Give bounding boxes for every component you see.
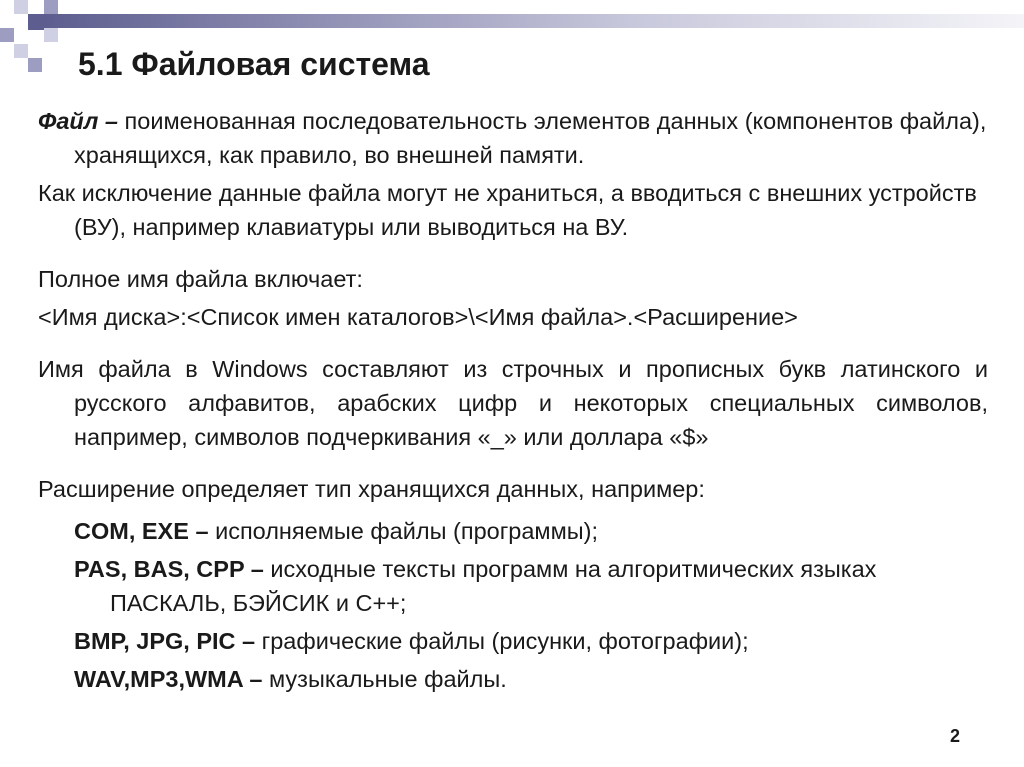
term-file: Файл: [38, 108, 99, 134]
extension-term: COM, EXE: [74, 518, 189, 544]
extension-intro: Расширение определяет тип хранящихся данных, например:: [38, 476, 705, 502]
extension-text: графические файлы (рисунки, фотографии);: [261, 628, 749, 654]
fullname-pattern: <Имя диска>:<Список имен каталогов>\<Имя файла>.<Расширение>: [38, 304, 798, 330]
slide-title: 5.1 Файловая система: [78, 46, 430, 82]
slide-body: [38, 104, 988, 696]
extension-dash: –: [242, 666, 270, 692]
extension-text: исходные тексты программ на алгоритмических языках ПАСКАЛЬ, БЭЙСИК и С++;: [110, 556, 877, 616]
page-number: 2: [950, 726, 961, 746]
decor-square: [0, 28, 14, 42]
extension-dash: –: [188, 518, 216, 544]
extension-term: BMP, JPG, PIC: [74, 628, 236, 654]
decor-square: [28, 14, 44, 30]
extension-term: PAS, BAS, CPP: [74, 556, 245, 582]
definition-dash: –: [98, 108, 125, 134]
windows-filename-paragraph: Имя файла в Windows составляют из строчных и прописных букв латинского и русского алфавитов, арабских цифр и некоторых специальных символов, например, символов подчеркивания «_» или доллара «$»: [38, 356, 988, 450]
extension-dash: –: [235, 628, 262, 654]
decor-square: [14, 0, 28, 14]
decor-square: [14, 44, 28, 58]
exception-paragraph: Как исключение данные файла могут не храниться, а вводиться с внешних устройств (ВУ), например клавиатуры или выводиться на ВУ.: [38, 180, 977, 240]
fullname-intro: Полное имя файла включает:: [38, 266, 363, 292]
extension-item: [38, 514, 988, 548]
decor-square: [44, 0, 58, 14]
extension-term: WAV,MP3,WMA: [74, 666, 243, 692]
extension-text: исполняемые файлы (программы);: [215, 518, 598, 544]
extension-text: музыкальные файлы.: [269, 666, 507, 692]
extension-dash: –: [244, 556, 271, 582]
decor-square: [28, 58, 42, 72]
extension-item: [38, 624, 988, 658]
definition-text: поименованная последовательность элементов данных (компонентов файла), хранящихся, как правило, во внешней памяти.: [74, 108, 987, 168]
file-definition: [38, 104, 988, 172]
header-gradient-bar: [44, 14, 1024, 28]
decor-square: [44, 28, 58, 42]
extension-item: [38, 552, 988, 620]
extension-item: [38, 662, 988, 696]
